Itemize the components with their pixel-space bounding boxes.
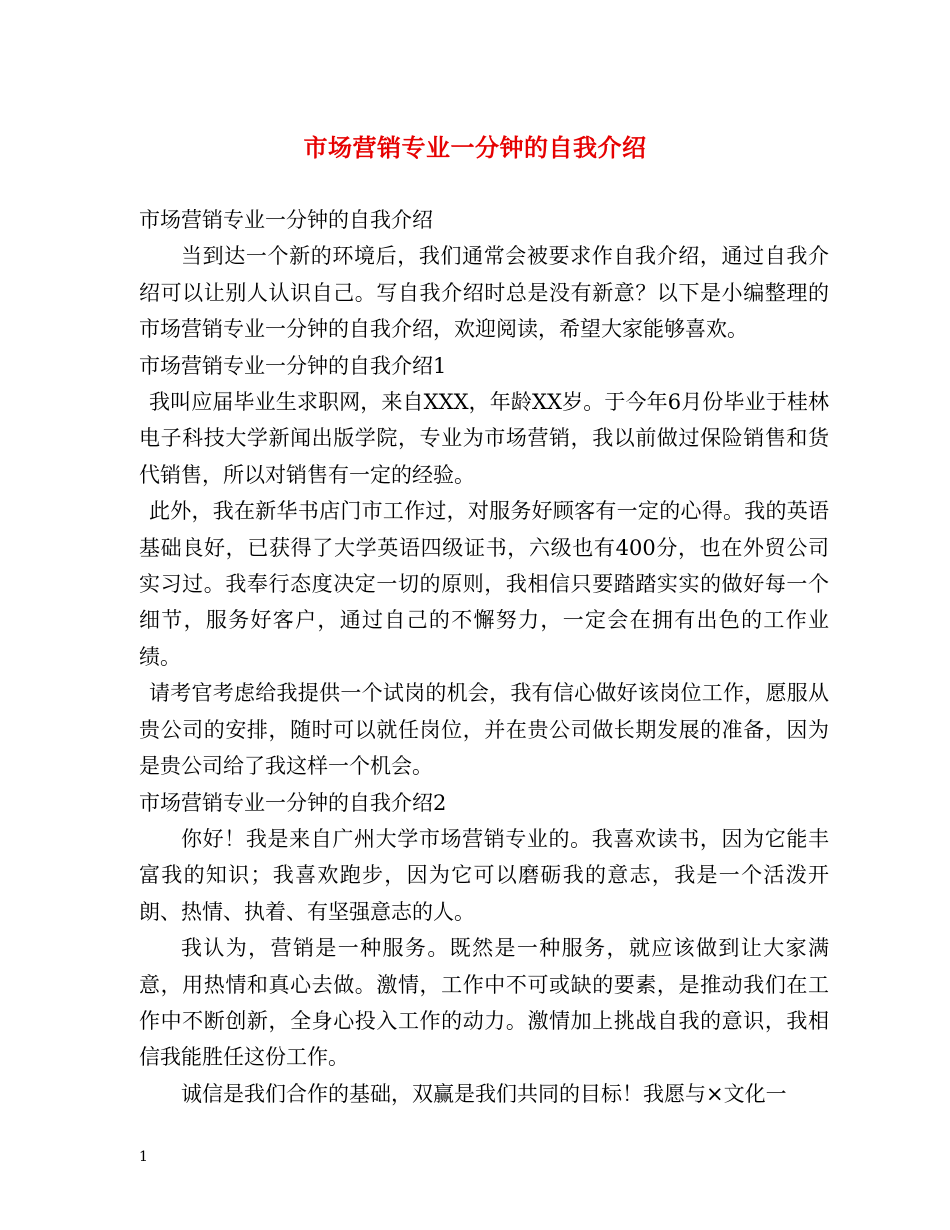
paragraph-1-c: 请考官考虑给我提供一个试岗的机会，我有信心做好该岗位工作，愿服从贵公司的安排，随时可以就任岗位，并在贵公司做长期发展的准备，因为是贵公司给了我这样一个机会。	[139, 681, 829, 779]
paragraph-1-a: 我叫应届毕业生求职网，来自XXX，年龄XX岁。于今年6月份毕业于桂林电子科技大学新闻出版学院，专业为市场营销，我以前做过保险销售和货代销售，所以对销售有一定的经验。	[139, 390, 829, 487]
paragraph-1-b: 此外，我在新华书店门市工作过，对服务好顾客有一定的心得。我的英语基础良好，已获得了大学英语四级证书，六级也有400分，也在外贸公司实习过。我奉行态度决定一切的原则，我相信只要踏踏实实的做好每一个细节，服务好客户，通过自己的不懈努力，一定会在拥有出色的工作业绩。	[139, 499, 829, 669]
section-heading-2: 市场营销专业一分钟的自我介绍2	[139, 790, 447, 815]
section-heading: 市场营销专业一分钟的自我介绍	[139, 208, 433, 232]
paragraph-2-a: 你好！我是来自广州大学市场营销专业的。我喜欢读书，因为它能丰富我的知识；我喜欢跑步，因为它可以磨砺我的意志，我是一个活泼开朗、热情、执着、有坚强意志的人。	[139, 826, 829, 924]
paragraph-2-c: 诚信是我们合作的基础，双赢是我们共同的目标！我愿与×文化一	[181, 1081, 787, 1106]
page-number: 1	[139, 1149, 148, 1165]
document-title: 市场营销专业一分钟的自我介绍	[303, 133, 647, 162]
document-body	[139, 202, 829, 1112]
section-heading-1: 市场营销专业一分钟的自我介绍1	[139, 353, 447, 378]
intro-paragraph: 当到达一个新的环境后，我们通常会被要求作自我介绍，通过自我介绍可以让别人认识自己。写自我介绍时总是没有新意？以下是小编整理的市场营销专业一分钟的自我介绍，欢迎阅读，希望大家能够喜欢。	[139, 244, 829, 342]
paragraph-2-b: 我认为，营销是一种服务。既然是一种服务，就应该做到让大家满意，用热情和真心去做。激情，工作中不可或缺的要素，是推动我们在工作中不断创新，全身心投入工作的动力。激情加上挑战自我的意识，我相信我能胜任这份工作。	[139, 936, 829, 1070]
